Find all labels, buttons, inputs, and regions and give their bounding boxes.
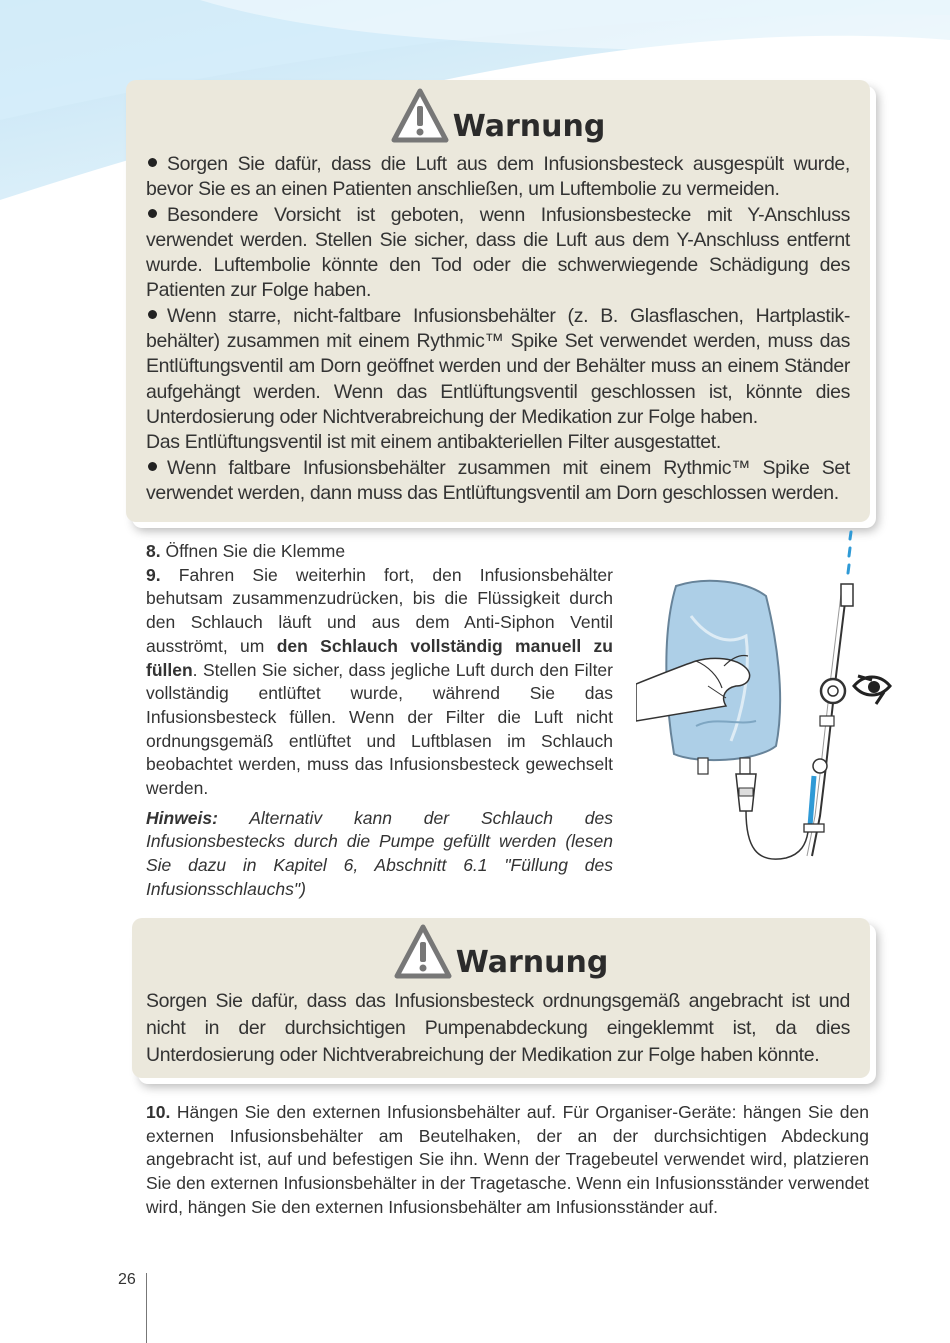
warning-item: Wenn faltbare Infusionsbehälter zusammen mit einem Rythmic™ Spike Set verwendet werden, dann muss das Entlüftungsventil am Dorn geschlossen werden. <box>146 456 850 504</box>
bullet-icon <box>148 209 157 218</box>
warning-item: Sorgen Sie dafür, dass die Luft aus dem Infusionsbesteck ausgespült wurde, bevor Sie es an einen Patienten anschließen, um Luftembolie zu vermeiden. <box>146 153 850 201</box>
warning-header <box>126 88 870 148</box>
bullet-icon <box>148 310 157 319</box>
hint-label: Hinweis: <box>146 807 218 828</box>
step-9: 9. Fahren Sie weiterhin fort, den Infusionsbehälter behutsam zusammenzudrücken, bis die Flüssigkeit durch den Schlauch läuft und aus dem Anti-Siphon Ventil ausströmt, um den Schlauch vollständig manuell zu füllen. Stellen Sie sicher, dass jegliche Luft durch den Filter vollständig entlüftet wurde, während Sie das Infusionsbesteck füllen. Wenn der Filter die Luft nicht ordnungsgemäß entlüftet und Luftblasen im Schlauch beobachtet werden, muss das Infusionsbesteck gewechselt werden. <box>146 564 613 799</box>
hint: Hinweis: Alternativ kann der Schlauch des Infusionsbestecks durch die Pumpe gefüllt werden (lesen Sie dazu in Kapitel 6, Abschnitt 6.1 "Füllung des Infusionsschlauchs") <box>146 807 614 899</box>
warning-triangle-icon <box>391 88 449 144</box>
warning-item: Besondere Vorsicht ist geboten, wenn Infusionsbestecke mit Y-Anschluss verwendet werden. Stellen Sie sicher, dass die Luft aus dem Y-Anschluss entfernt wurde. Luftembolie könnte den Tod oder die schwerwiegende Schädigung des Patienten zur Folge haben. <box>146 203 850 302</box>
step-10: 10. Hängen Sie den externen Infusionsbehälter auf. Für Organiser-Geräte: hängen Sie den externen Infusionsbehälter am Beutelhaken, der an der durchsichtigen Abdeckung angebracht ist, auf und befestigen Sie ihn. Wenn der Tragebeutel verwendet wird, platzieren Sie den externen Infusionsbehälter in der Tragetasche. Wenn ein Infusionsständer verwendet wird, hängen Sie den externen Infusionsbehälter am Infusionsständer auf. <box>146 1102 869 1217</box>
bullet-icon <box>148 158 157 167</box>
warning-text <box>146 152 850 506</box>
steps-column <box>146 540 613 902</box>
warning-box-pump-cover <box>132 918 870 1078</box>
infusion-bag-squeeze-illustration <box>636 526 896 866</box>
warning-box-air-embolism <box>126 80 870 522</box>
bullet-icon <box>148 462 157 471</box>
warning-item: Wenn starre, nicht-faltbare Infusionsbehälter (z. B. Glasflaschen, Hartplastik-behälter) zusammen mit einem Rythmic™ Spike Set verwendet werden, muss das Entlüftungsventil am Dorn geöffnet werden und der Behälter muss an einem Ständer aufgehängt werden. Wenn das Entlüftungsventil geschlossen ist, könnte dies Unterdosierung oder Nichtverabreichung der Medikation zur Folge haben. <box>146 304 850 428</box>
warning-text: Sorgen Sie dafür, dass das Infusionsbesteck ordnungsgemäß angebracht ist und nicht in der durchsichtigen Pumpenabdeckung eingeklemmt ist, da dies Unterdosierung oder Nichtverabreichung der Medikation zur Folge haben könnte. <box>146 990 850 1066</box>
warning-title: Warnung <box>452 109 606 144</box>
step-8: 8. Öffnen Sie die Klemme <box>146 541 346 561</box>
eye-icon <box>854 676 890 704</box>
page-number: 26 <box>118 1271 136 1288</box>
warning-triangle-icon <box>394 924 452 980</box>
warning-note: Das Entlüftungsventil ist mit einem antibakteriellen Filter ausgestattet. <box>146 431 721 454</box>
warning-title: Warnung <box>455 945 609 980</box>
page-divider <box>146 1273 147 1343</box>
warning-header <box>132 924 870 984</box>
